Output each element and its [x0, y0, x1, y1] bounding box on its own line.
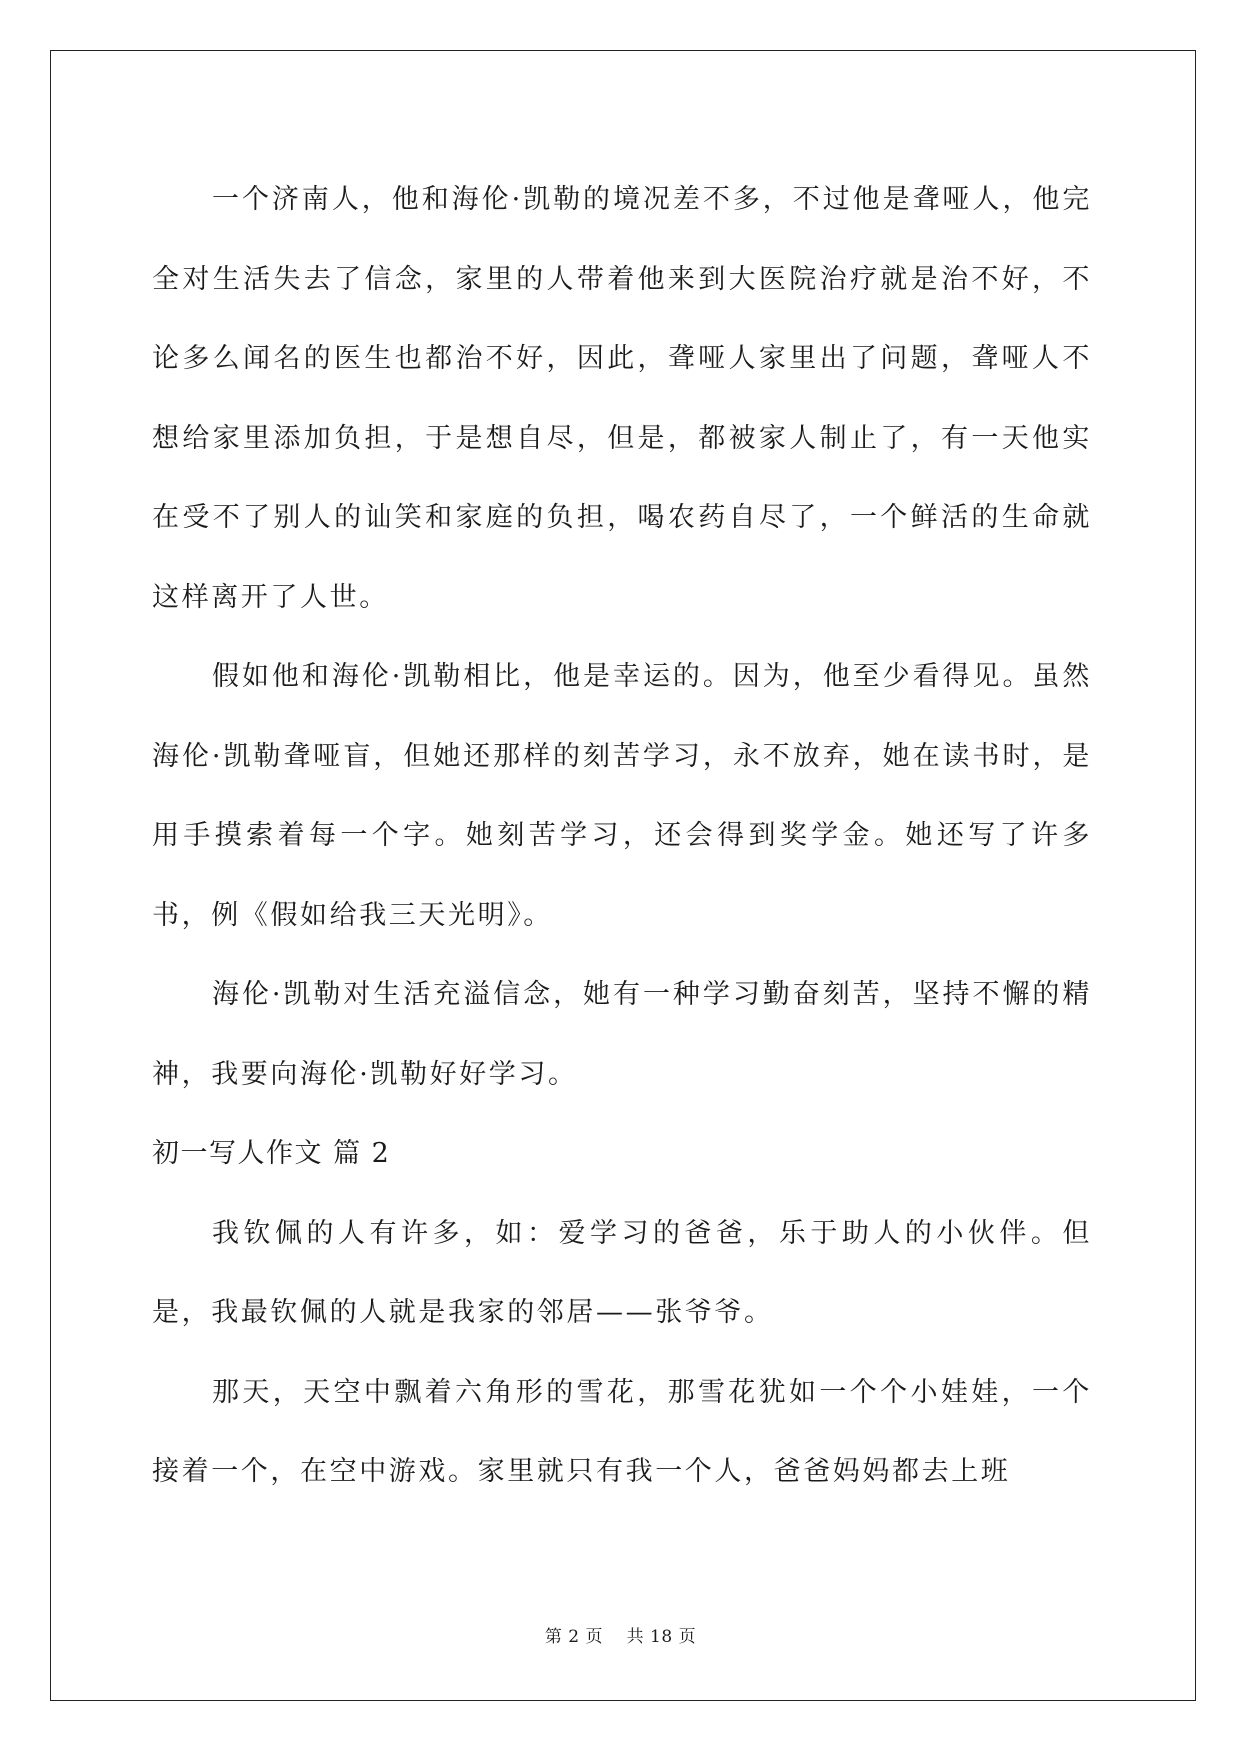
page-number-footer: 第 2 页 共 18 页 — [544, 1627, 697, 1647]
paragraph-4: 我钦佩的人有许多，如：爱学习的爸爸，乐于助人的小伙伴。但是，我最钦佩的人就是我家的邻居——张爷爷。 — [152, 1217, 1092, 1328]
section-heading: 初一写人作文 篇 2 — [152, 1138, 391, 1169]
document-body — [152, 160, 1092, 1512]
paragraph-3: 海伦·凯勒对生活充溢信念，她有一种学习勤奋刻苦，坚持不懈的精神，我要向海伦·凯勒好好学习。 — [152, 979, 1092, 1090]
paragraph-1: 一个济南人，他和海伦·凯勒的境况差不多，不过他是聋哑人，他完全对生活失去了信念，家里的人带着他来到大医院治疗就是治不好，不论多么闻名的医生也都治不好，因此，聋哑人家里出了问题，聋哑人不想给家里添加负担，于是想自尽，但是，都被家人制止了，有一天他实在受不了别人的讪笑和家庭的负担，喝农药自尽了，一个鲜活的生命就这样离开了人世。 — [152, 184, 1092, 613]
paragraph-2: 假如他和海伦·凯勒相比，他是幸运的。因为，他至少看得见。虽然海伦·凯勒聋哑盲，但她还那样的刻苦学习，永不放弃，她在读书时，是用手摸索着每一个字。她刻苦学习，还会得到奖学金。她还写了许多书，例《假如给我三天光明》。 — [152, 661, 1092, 931]
paragraph-5: 那天，天空中飘着六角形的雪花，那雪花犹如一个个小娃娃，一个接着一个，在空中游戏。家里就只有我一个人，爸爸妈妈都去上班 — [152, 1376, 1092, 1487]
